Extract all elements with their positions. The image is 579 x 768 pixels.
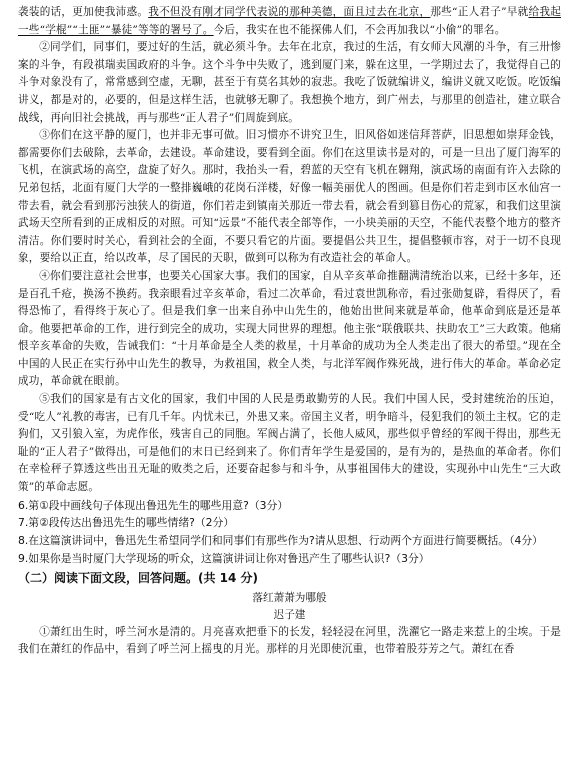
paragraph-2: ②同学们，同事们，要过好的生活，就必须斗争。去年在北京，我过的生活，有女师大风潮的斗争，有三卅惨案的斗争，有段祺瑞卖国政府的斗争。这个斗争中失败了，逃到厦门来，躲在这里，一学期过去了，我觉得自己的斗争对象没有了，常常感到空虚，无聊，甚至于有莫名其妙的寂悲。我吃了饭就编讲义，编讲义就又吃饭。吃饭编讲义，都是对的，必要的，但是这样生活，也就够无聊了。我想换个地方，到广州去，与那里的创造社，建立联合战线，再向旧社会挑战，再与那些“正人君子”们周旋到底。 <box>18 41 561 124</box>
paragraph-4: ④你们要注意社会世事，也要关心国家大事。我们的国家，自从辛亥革命推翻满清统治以来，已经十多年，还是百孔千疮，换汤不换药。我亲眼看过辛亥革命，看过二次革命，看过袁世凯称帝，看过张勋复辟，看得厌了，看得恐怖了，看得终于灰心了。但是我们拿一出来自孙中山先生的，他始出世间来就是革命，他革命到底是还是革命。他要把革命的工作，进行到完全的成功，实现大同世界的理想。他主张“联俄联共、扶助农工”三大政策。他痛恨辛亥革命的失败，告诫我们：“十月革命是全人类的救星，十月革命的成功为全人类走出了很大的希望。”现在全中国的人民正在实行孙中山先生的教导，为救祖国，救全人类，与北洋军阀作殊死战，进行伟大的革命。革命必定成功，革命就在眼前。 <box>18 269 561 388</box>
article-paragraph-1: ①萧红出生时，呼兰河水是清的。月亮喜欢把垂下的长发，轻轻浸在河里，洗濯它一路走来惹上的尘埃。于是我们在萧红的作品中，看到了呼兰河上摇曳的月光。那样的月光即使沉重，也带着股芬芳之气。萧红在香 <box>18 625 561 656</box>
question-8: 8.在这篇演讲词中，鲁迅先生希望同学们和同事们有那些作为?请从思想、行动两个方面进行简要概括。（4分） <box>18 534 543 548</box>
question-6: 6.第①段中画线句子体现出鲁迅先生的哪些用意?（3分） <box>18 498 289 512</box>
paragraph-3: ③你们在这平静的厦门，也并非无事可做。旧习惯亦不讲究卫生，旧风俗如迷信拜菩萨，旧思想如崇拜金钱，都需要你们去破除，去革命，去建设。革命建设，要看到全面。你们在这里读书是对的，可是一旦出了厦门海军的飞机，在演武场的高空，盘旋了好久。那时，我抬头一看，碧蓝的天空有飞机在翱翔，演武场的南面有许入去除的兄弟包括，北面有厦门大学的一整排巍峨的花岗石洋楼，好像一幅美丽优人的图画。但是你们若走到市区水仙宫一带去看，就会看到那污浊狭人的街道，你们若走到镇南关那近一带去看，就会看到篡目伤心的荒冢，和我们这里演武场天空所看到的正成相反的对照。可知“远景”不能代表全部等作，一小块美丽的天空，不能代表整个地方的整齐清洁。你们要时时关心，看到社会的全面，不要只看它的片面。要提倡公共卫生，提倡整顿市容，对于一切不良现象，要给以正直，给以改革，尽了国民的天职，做到可以称为有改造社会的革命人。 <box>18 129 561 265</box>
underlined-sentence-part1: 我不但没有刚才同学代表说的那种美德，面且过去在北京， <box>148 6 431 18</box>
question-7: 7.第②段传达出鲁迅先生的哪些情绪?（2分） <box>18 516 235 530</box>
intro-line1-plain: 袭装的话，更加使我沛惑。 <box>18 6 149 18</box>
article-author: 迟子建 <box>273 608 306 621</box>
intro-line2-rest: 今后，我实在也不能探佛人们，不会再加我以“小偷”的 <box>213 23 474 36</box>
section-heading: （二）阅读下面文段，回答问题。(共 14 分) <box>18 570 259 585</box>
intro-line1-rest: 那些“正人君子”早就 <box>430 6 529 18</box>
intro-line3: 罪名。 <box>473 23 506 36</box>
paragraph-5: ⑤我们的国家是有古文化的国家，我们中国的人民是勇敢勤劳的人民。我们中国人民，受封建统治的压迫，受“吃人”礼教的毒害，已有几千年。内忧未已，外患又来。帝国主义者，明争暗斗，侵犯我们的领土主权。它的走狗们，又引狼入室，为虎作伥，残害自己的同胞。军阀占满了，长他人威风，那些似乎曾经的军阀干得出，那些无耻的“正人君子”做得出，可是他们的末日已经到来了。你们青年学生是爱国的，是有为的，是热血的革命者。你们在幸检秤子算透这些出丑无耻的败类之后，还要奋起参与和斗争，从事祖国伟大的建设，实现孙中山先生“三大政策”的革命志愿。 <box>18 393 561 494</box>
underlined-sentence-part2: 给我起一些“学棍”“土匪”“暴徒”等等的署号了。 <box>18 6 561 36</box>
passage-intro <box>18 4 561 39</box>
question-9: 9.如果你是当时厦门大学现场的听众，这篇演讲词让你对鲁迅产生了哪些认识?（3分） <box>18 552 430 566</box>
article-title: 落红萧萧为哪般 <box>252 591 327 604</box>
